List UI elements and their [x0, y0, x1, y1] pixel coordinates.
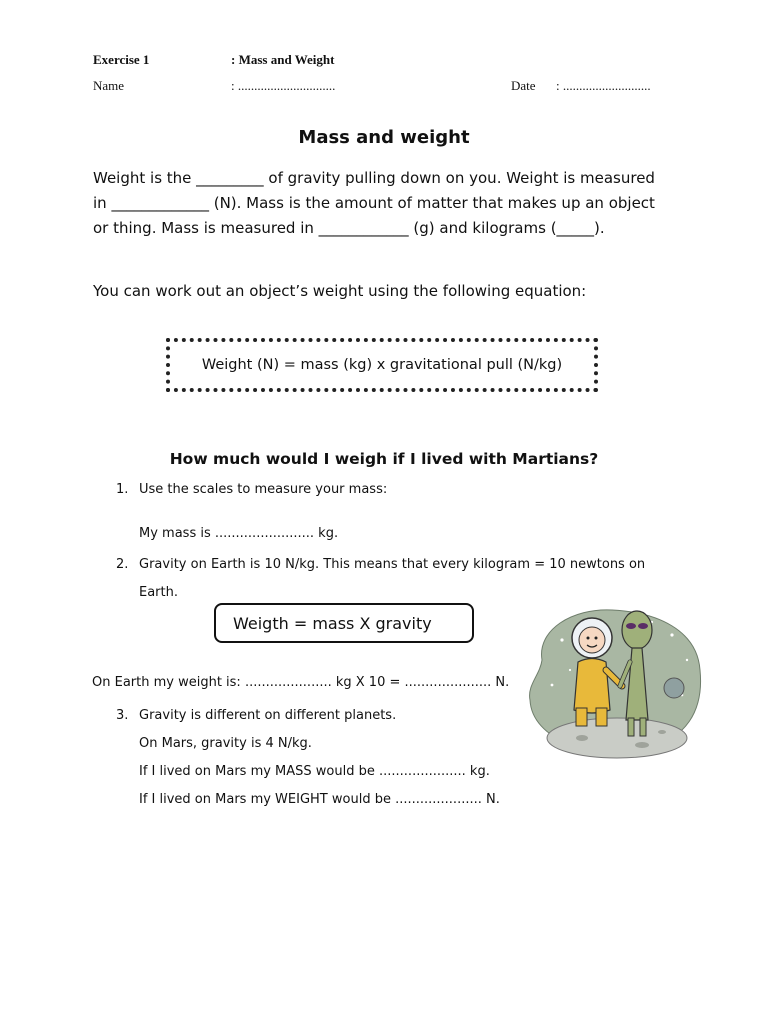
exercise-label: Exercise 1 [93, 52, 150, 67]
equation-intro: You can work out an object’s weight using the following equation: [93, 282, 587, 300]
date-field: : ........................... [556, 78, 651, 93]
name-label: Name [93, 78, 125, 93]
intro-paragraph: Weight is the _________ of gravity pulling down on you. Weight is measured in _____________ (N). Mass is the amount of matter that makes up an object or thing. Mass is measured in ____________ (g) and kilograms (_____). [93, 169, 655, 237]
weigh-formula-box [214, 603, 474, 643]
equation-box [166, 338, 598, 392]
section-heading: How much would I weigh if I lived with Martians? [169, 450, 599, 468]
equation-text: Weight (N) = mass (kg) x gravitational pull (N/kg) [201, 357, 563, 373]
my-mass-line: My mass is ........................ kg. [139, 526, 339, 541]
astronaut-alien-illustration-icon [522, 600, 707, 765]
weigh-formula-text: Weigth = mass X gravity [233, 613, 432, 633]
date-label: Date [511, 78, 536, 93]
item-number-3: 3. [116, 708, 129, 723]
mars-mass-line: If I lived on Mars my MASS would be ..................... kg. [139, 764, 490, 779]
item-text-2: Gravity on Earth is 10 N/kg. This means that every kilogram = 10 newtons on [139, 557, 646, 572]
exercise-topic: : Mass and Weight [231, 52, 335, 67]
earth-weight-line: On Earth my weight is: ..................... kg X 10 = ..................... N. [92, 675, 510, 690]
page-title: Mass and weight [298, 127, 470, 148]
name-field: : .............................. [231, 78, 336, 93]
mars-gravity-line: On Mars, gravity is 4 N/kg. [139, 736, 312, 751]
item-text-2-continued: Earth. [139, 585, 178, 600]
item-number-1: 1. [116, 482, 129, 497]
item-text-1: Use the scales to measure your mass: [139, 482, 388, 497]
item-number-2: 2. [116, 557, 129, 572]
item-text-3: Gravity is different on different planets. [139, 708, 397, 723]
mars-weight-line: If I lived on Mars my WEIGHT would be ..................... N. [139, 792, 500, 807]
